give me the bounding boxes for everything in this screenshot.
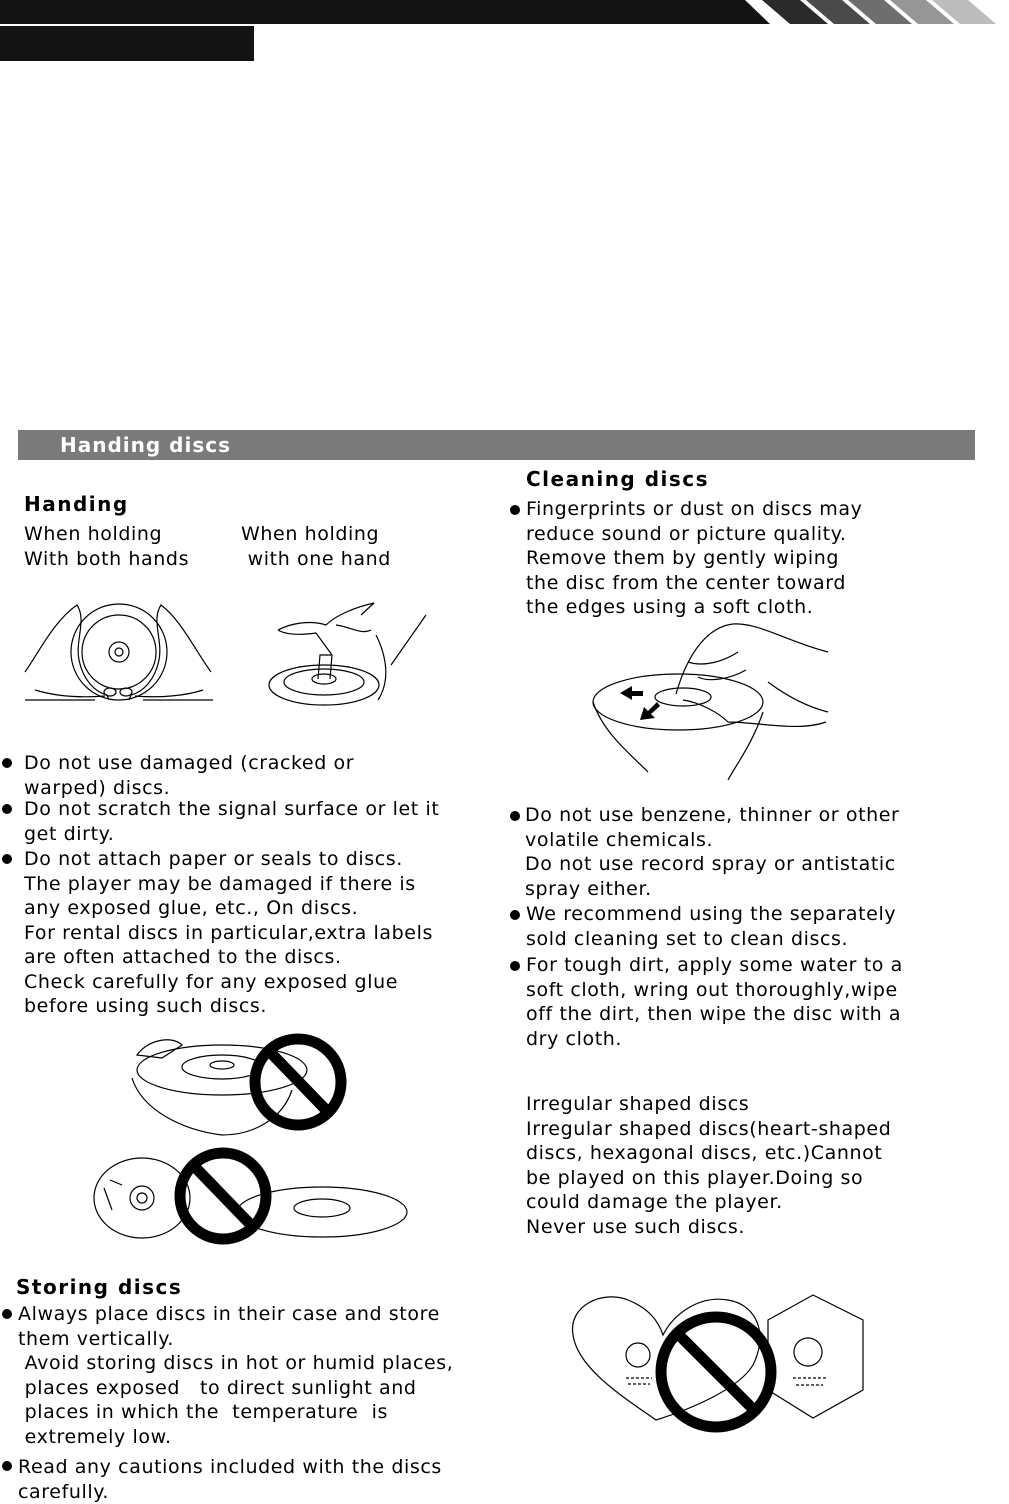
cleaning-intro: Fingerprints or dust on discs may reduce sound or picture quality. Remove them by gently wiping the disc from the center toward the edges using a soft cloth. [526, 498, 863, 618]
cleaning-bullet-2: We recommend using the separately sold cleaning set to clean discs. [526, 903, 897, 950]
cleaning-bullet-1: Do not use benzene, thinner or other volatile chemicals. Do not use record spray or antistatic spray either. [525, 804, 900, 900]
handling-two-hands-label: When holding With both hands [24, 523, 190, 570]
bullet-icon [2, 1461, 12, 1471]
storing-bullet-1: Always place discs in their case and store them vertically. Avoid storing discs in hot or humid places, places exposed to direct sunlight and places in which the temperature is extremely low. [18, 1303, 454, 1448]
header-tab [0, 26, 254, 61]
handling-heading: Handing [24, 492, 129, 516]
cleaning-illustration [588, 622, 843, 782]
storing-heading: Storing discs [16, 1275, 183, 1299]
cleaning-bullet-3: For tough dirt, apply some water to a soft cloth, wring out thoroughly,wipe off the dirt, then wipe the disc with a dry cloth. [526, 954, 903, 1050]
two-hands-illustration [25, 600, 215, 710]
handling-bullet-1: Do not use damaged (cracked or warped) discs. [24, 752, 355, 799]
bullet-icon [2, 1309, 12, 1319]
bullet-icon [2, 758, 12, 768]
handling-bullet-3: Do not attach paper or seals to discs. The player may be damaged if there is any exposed glue, etc., On discs. For rental discs in particular,extra labels are often attached to the discs. Check carefully for any exposed glue before using such discs. [24, 848, 433, 1017]
no-labels-illustration [92, 1030, 412, 1250]
bullet-icon [510, 910, 520, 920]
handling-bullet-2: Do not scratch the signal surface or let it get dirty. [24, 798, 440, 845]
bullet-icon [2, 804, 12, 814]
bullet-icon [510, 505, 520, 515]
bullet-icon [510, 811, 520, 821]
irregular-discs-text: Irregular shaped discs Irregular shaped discs(heart-shaped discs, hexagonal discs, etc.)Cannot be played on this player.Doing so could damage the player. Never use such discs. [526, 1093, 892, 1238]
handling-one-hand-label: When holding with one hand [241, 523, 391, 570]
cleaning-heading: Cleaning discs [526, 467, 710, 491]
bullet-icon [2, 854, 12, 864]
storing-bullet-2: Read any cautions included with the discs carefully. [18, 1456, 442, 1503]
one-hand-illustration [266, 595, 431, 715]
section-title: Handing discs [60, 433, 231, 457]
bullet-icon [510, 961, 520, 971]
irregular-discs-illustration [568, 1290, 878, 1430]
section-header [18, 430, 975, 460]
header-bar [0, 0, 1009, 26]
